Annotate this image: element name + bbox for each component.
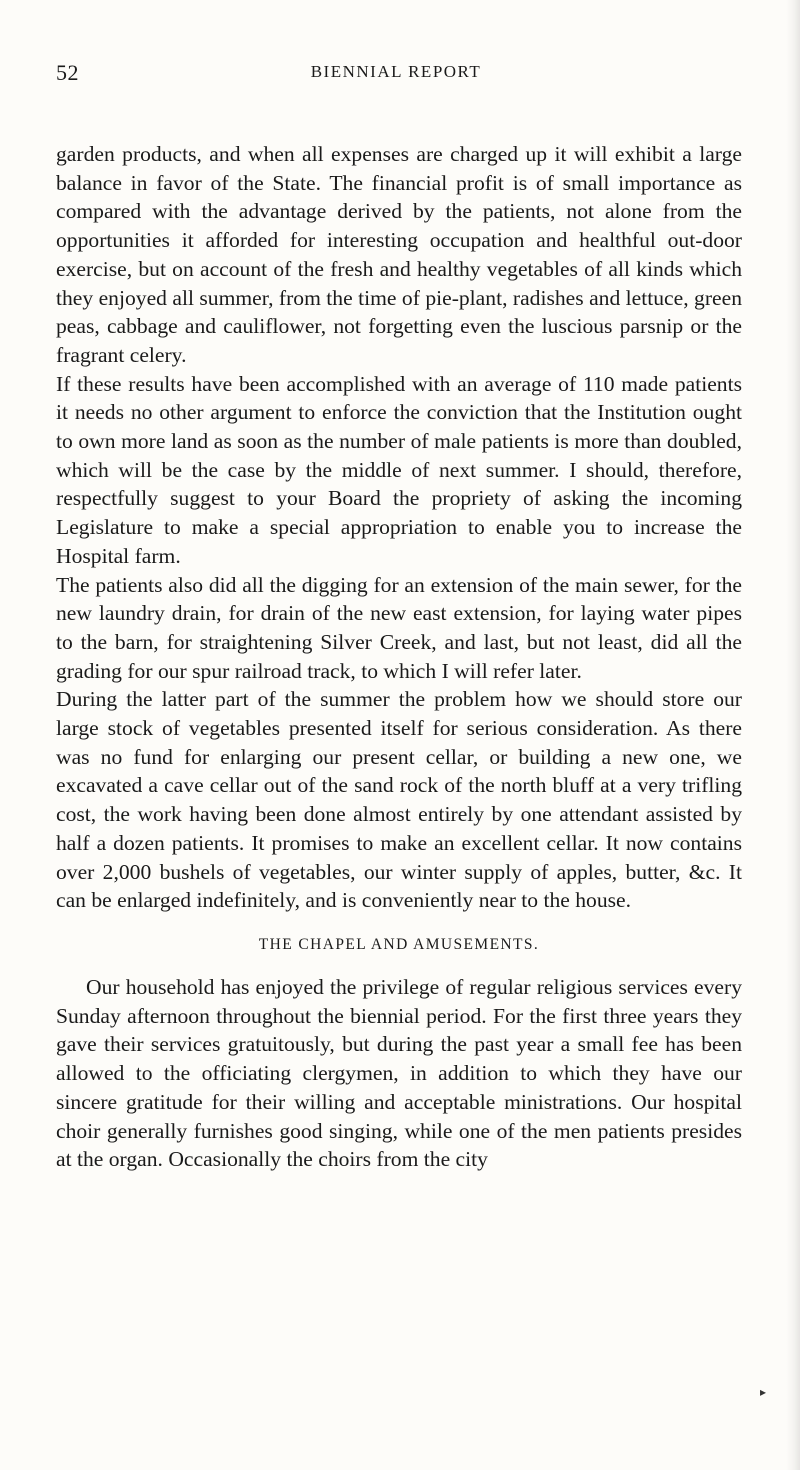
paragraph-cave-cellar: During the latter part of the summer the problem how we should store our large stock of vegetables presented itself for serious consideration. As there was no fund for enlarging our present cellar, or building a new one, we excavated a cave cellar out of the sand rock of the north bluff at a very trifling cost, the work having been done almost entirely by one attendant assisted by half a dozen patients. It promises to make an excellent cellar. It now contains over 2,000 bushels of vegetables, our winter supply of apples, butter, &c. It can be enlarged indefinitely, and is conveniently near to the house.	[56, 687, 742, 913]
printer-mark-icon: ▸	[760, 1385, 767, 1399]
paragraph-digging: The patients also did all the digging for an extension of the main sewer, for the new laundry drain, for drain of the new east extension, for laying water pipes to the barn, for straightening Silver Creek, and last, but not least, did all the grading for our spur railroad track, to which I will refer later.	[56, 572, 742, 683]
running-head: BIENNIAL REPORT	[310, 62, 482, 81]
paragraph-chapel: Our household has enjoyed the privilege of regular religious services every Sunday afternoon throughout the biennial period. For the first three years they gave their services gratuitously, but during the past year a small fee has been allowed to the officiating clergymen, in addition to which they have our sincere gratitude for their willing and acceptable ministrations. Our hospital choir generally furnishes good singing, while one of the men patients presides at the organ. Occasionally the choirs from the city	[56, 974, 742, 1172]
body-text	[56, 140, 742, 1174]
page-header	[56, 60, 736, 90]
section-heading: THE CHAPEL AND AMUSEMENTS.	[258, 935, 540, 953]
paragraph-more-land: If these results have been accomplished with an average of 110 made patients it needs no other argument to enforce the conviction that the Institution ought to own more land as soon as the number of male patients is more than doubled, which will be the case by the middle of next summer. I should, therefore, respectfully suggest to your Board the propriety of asking the incoming Legislature to make a special appropriation to enable you to increase the Hospital farm.	[56, 371, 742, 568]
page-number: 52	[56, 60, 79, 85]
page-edge-shadow	[786, 0, 800, 1470]
paragraph-garden-products: garden products, and when all expenses are charged up it will exhibit a large balance in favor of the State. The financial profit is of small importance as compared with the advantage derived by the patients, not alone from the opportunities it afforded for interesting occupation and healthful out-door exercise, but on account of the fresh and healthy vegetables of all kinds which they enjoyed all summer, from the time of pie-plant, radishes and lettuce, green peas, cabbage and cauliflower, not forgetting even the luscious parsnip or the fragrant celery.	[56, 142, 742, 367]
